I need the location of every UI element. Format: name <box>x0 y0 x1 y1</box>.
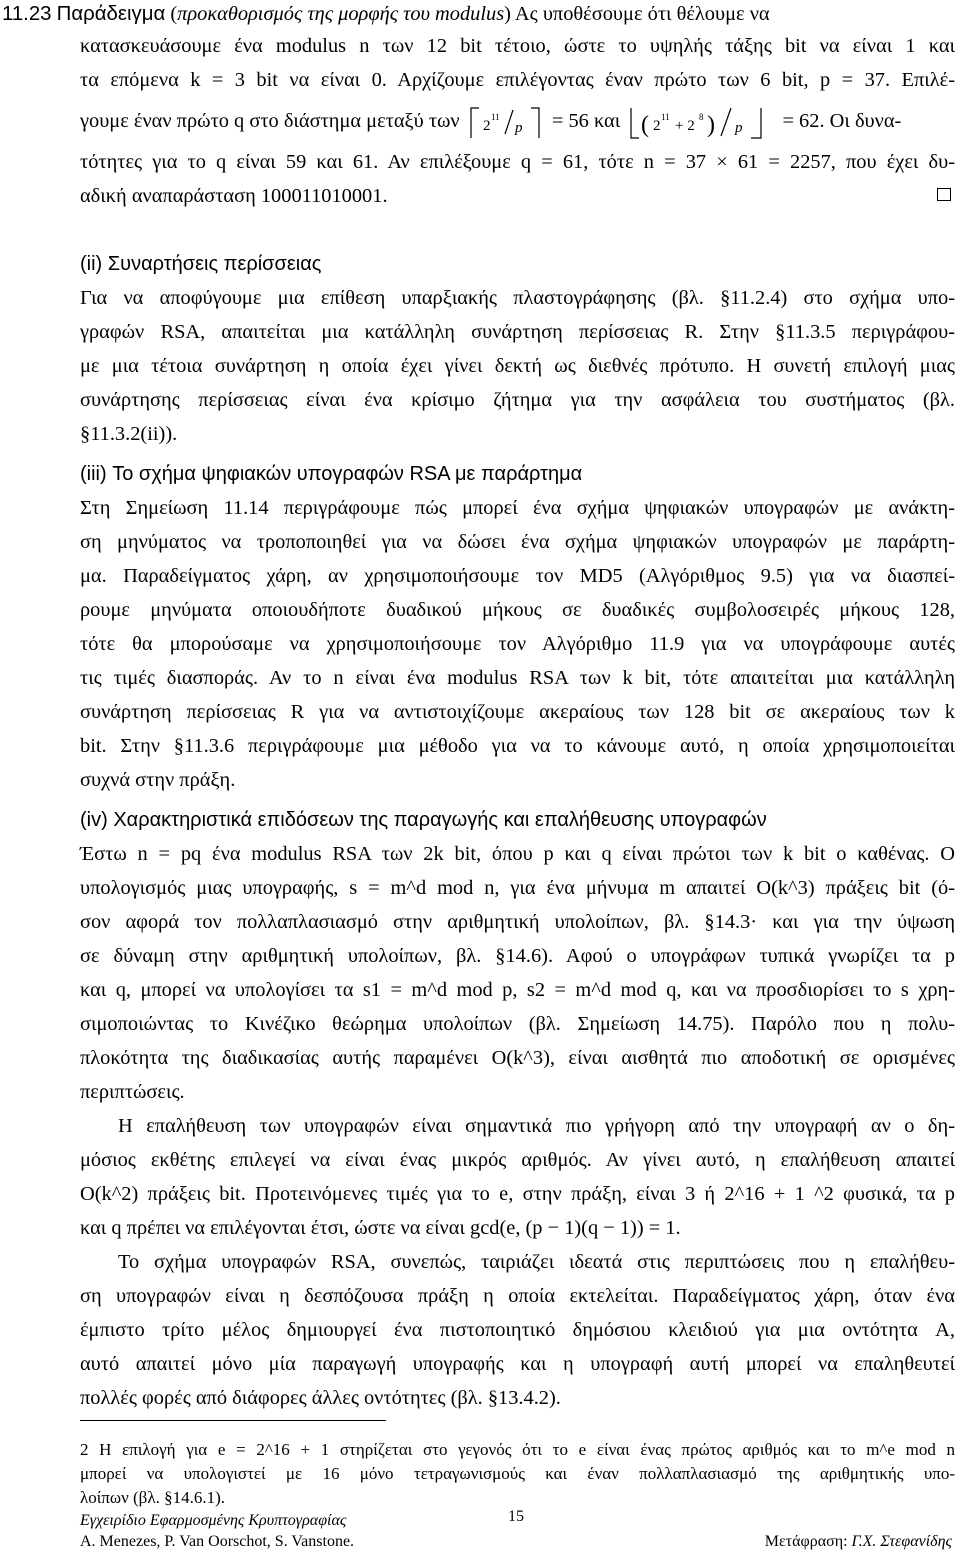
para-iv3-line: αυτό απαιτεί μόνο μία παραγωγή υπογραφής και η υπογραφή αυτή μπορεί να επαληθευτεί <box>80 1353 955 1375</box>
example-line-2: κατασκευάσουμε ένα modulus n των 12 bit τέτοιο, ώστε το υψηλής τάξης bit να είναι 1 και <box>80 35 955 57</box>
example-title-note: προκαθορισμός της μορφής του modulus <box>177 3 505 25</box>
para-iv2-line: Η επαλήθευση των υπογραφών είναι σημαντικά πιο γρήγορη από την υπογραφή αν ο δη- <box>118 1115 955 1137</box>
example-number: 11.23 <box>2 3 52 25</box>
para-iii-line: τις τιμές διασποράς. Αν το n είναι ένα modulus RSA των k bit, τότε απαιτείται μια κατάλληλη <box>80 667 955 689</box>
end-of-example-icon <box>937 188 951 201</box>
para-iii-line: ση μηνύματος να τροποποιηθεί για να δώσει ένα σχήμα ψηφιακών υπογραφών με παράρτη- <box>80 531 955 553</box>
para-iv2-line: και q πρέπει να επιλέγονται έτσι, ώστε να είναι gcd(e, (p − 1)(q − 1)) = 1. <box>80 1217 681 1239</box>
svg-text:(: ( <box>641 112 650 139</box>
example-line-5: τότητες για το q είναι 59 και 61. Αν επιλέξουμε q = 61, τότε n = 37 × 61 = 2257, που έχει δυ- <box>80 151 955 173</box>
para-iv3-line: πολλές φορές από διάφορες άλλες οντότητες (βλ. §13.4.2). <box>80 1387 561 1409</box>
section-ii-title: (ii) Συναρτήσεις περίσσειας <box>80 253 322 275</box>
svg-text:8: 8 <box>699 112 704 123</box>
svg-text:11: 11 <box>661 112 671 123</box>
svg-text:11: 11 <box>490 112 500 123</box>
footnote-line: 2 Η επιλογή για e = 2^16 + 1 στηρίζεται στο γεγονός ότι το e είναι ένας πρώτος αριθμός και το m^e mod n <box>80 1440 955 1459</box>
para-iv2-line: O(k^2) πράξεις bit. Προτεινόμενες τιμές για το e, στην πράξη, είναι 3 ή 2^16 + 1 ^2 φυσικά, τα p <box>80 1183 955 1205</box>
svg-text:p: p <box>735 120 743 137</box>
para-iii-line: ρουμε μηνύματα οποιουδήποτε δυαδικού μήκους σε δυαδικές συμβολοσειρές μήκους 128, <box>80 599 955 621</box>
example-line-6: αδική αναπαράσταση 100011010001. <box>80 185 388 207</box>
para-iv-line: σε δύναμη στην αριθμητική υπολοίπων, βλ. §14.6). Αφού ο υπογράφων τυπικά γνωρίζει τα p <box>80 945 955 967</box>
para-iv-line: Έστω n = pq ένα modulus RSA των 2k bit, όπου p και q είναι πρώτοι των k bit ο καθένας. Ο <box>80 843 955 865</box>
example-line-4-text: γουμε έναν πρώτο q στο διάστημα μεταξύ των <box>80 110 460 132</box>
para-iii-line: bit. Στην §11.3.6 περιγράφουμε μια μέθοδο για να το κάνουμε αυτό, η οποία χρησιμοποιείται <box>80 735 955 757</box>
footer-authors: A. Menezes, P. Van Oorschot, S. Vanstone. <box>80 1533 355 1550</box>
page-number: 15 <box>508 1508 524 1525</box>
para-iv-line: πλοκότητα της διαδικασίας αυτής παραμένει O(k^3), είναι αισθητά πιο αποδοτική σε ορισμένες <box>80 1047 955 1069</box>
para-iii-line: τότε θα μπορούσαμε να χρησιμοποιήσουμε τον Αλγόριθμο 11.9 για να υπογράφουμε αυτές <box>80 633 955 655</box>
section-iii-title: (iii) Το σχήμα ψηφιακών υπογραφών RSA με παράρτημα <box>80 463 583 485</box>
para-iv-line: υπολογισμός μιας υπογραφής, s = m^d mod n, για ένα μήνυμα m απαιτεί O(k^3) πράξεις bit (ό- <box>80 877 955 899</box>
para-ii-line: συνάρτησης περίσσειας είναι ένα κρίσιμο ζήτημα για την ασφάλεια του συστήματος (βλ. <box>80 389 955 411</box>
ceil-formula-icon <box>467 104 545 140</box>
para-iv-line: περιπτώσεις. <box>80 1081 185 1103</box>
translation-label: Μετάφραση: <box>764 1533 848 1550</box>
footnote-line: μπορεί να υπολογιστεί με 16 μόνο τετραγωνισμούς και έναν πολλαπλασιασμό της αριθμητικής υπο- <box>80 1464 955 1483</box>
svg-text:+ 2: + 2 <box>675 118 696 135</box>
floor-formula-icon <box>627 104 775 140</box>
para-ii-line: §11.3.2(ii)). <box>80 423 178 445</box>
footer-translation <box>765 1533 952 1551</box>
para-iv3-line: έμπιστο τρίτο μέλος δημιουργεί ένα πιστοποιητικό δημόσιου κλειδιού για μια οντότητα A, <box>80 1319 955 1341</box>
para-ii-line: Για να αποφύγουμε μια επίθεση υπαρξιακής πλαστογράφησης (βλ. §11.2.4) στο σχήμα υπο- <box>80 287 955 309</box>
para-iv3-line: Το σχήμα υπογραφών RSA, συνεπώς, ταιριάζει ιδεατά στις περιπτώσεις που η επαλήθευ- <box>118 1251 955 1273</box>
example-line-4-mid: = 56 και <box>551 110 621 132</box>
example-line-4 <box>80 102 955 140</box>
footnote-divider <box>80 1420 386 1421</box>
example-line-3: τα επόμενα k = 3 bit να είναι 0. Αρχίζουμε επιλέγοντας έναν πρώτο των 6 bit, p = 37. Επιλέ- <box>80 69 955 91</box>
example-line-4-end: = 62. Οι δυνα- <box>782 110 902 132</box>
section-iv-title: (iv) Χαρακτηριστικά επιδόσεων της παραγωγής και επαλήθευσης υπογραφών <box>80 809 767 831</box>
para-iii-line: μα. Παραδείγματος χάρη, αν χρησιμοποιήσουμε τον MD5 (Αλγόριθμος 9.5) για να διασπεί- <box>80 565 955 587</box>
para-ii-line: γραφών RSA, απαιτείται μια κατάλληλη συνάρτηση περίσσειας R. Στην §11.3.5 περιγράφου- <box>80 321 955 343</box>
para-iv2-line: μόσιος εκθέτης επιλεγεί να είναι ένας μικρός αριθμός. Αν γίνει αυτό, η επαλήθευση απαιτεί <box>80 1149 955 1171</box>
para-iii-line: συνάρτηση περίσσειας R για να αντιστοιχίζουμε ακεραίους των 128 bit σε ακεραίους των k <box>80 701 955 723</box>
svg-text:2: 2 <box>482 118 491 135</box>
example-line-1: 11.23 Παράδειγμα (προκαθορισμός της μορφής του modulus) Ας υποθέσουμε ότι θέλουμε να <box>2 3 770 25</box>
svg-text:2: 2 <box>653 118 661 135</box>
para-ii-line: με μια τέτοια συνάρτηση η οποία έχει γίνει δεκτή ως διεθνές πρότυπο. Η συνετή επιλογή μιας <box>80 355 955 377</box>
example-label: Παράδειγμα <box>56 3 166 25</box>
para-iv-line: και q, μπορεί να υπολογίσει τα s1 = m^d mod p, s2 = m^d mod q, και να προσδιορίσει το s χρη- <box>80 979 955 1001</box>
footer-book-title: Εγχειρίδιο Εφαρμοσμένης Κρυπτογραφίας <box>80 1512 347 1529</box>
para-iii-line: Στη Σημείωση 11.14 περιγράφουμε πώς μπορεί ένα σχήμα ψηφιακών υπογραφών με ανάκτη- <box>80 497 955 519</box>
svg-text:p: p <box>514 120 523 137</box>
translator-name: Γ.Χ. Στεφανίδης <box>851 1533 952 1550</box>
para-iv3-line: ση υπογραφών είναι η δεσπόζουσα πράξη η οποία εκτελείται. Παραδείγματος χάρη, όταν ένα <box>80 1285 955 1307</box>
example-line-1-rest: ) Ας υποθέσουμε ότι θέλουμε να <box>504 3 770 25</box>
para-iv-line: σον αφορά τον πολλαπλασιασμό στην αριθμητική υπολοίπων, βλ. §14.3· και για την ύψωση <box>80 911 955 933</box>
footnote-line: λοίπων (βλ. §14.6.1). <box>80 1488 225 1507</box>
svg-text:): ) <box>707 112 716 139</box>
para-iv-line: σιμοποιώντας το Κινέζικο θεώρημα υπολοίπων (βλ. Σημείωση 14.75). Παρόλο που η πολυ- <box>80 1013 955 1035</box>
para-iii-line: συχνά στην πράξη. <box>80 769 236 791</box>
